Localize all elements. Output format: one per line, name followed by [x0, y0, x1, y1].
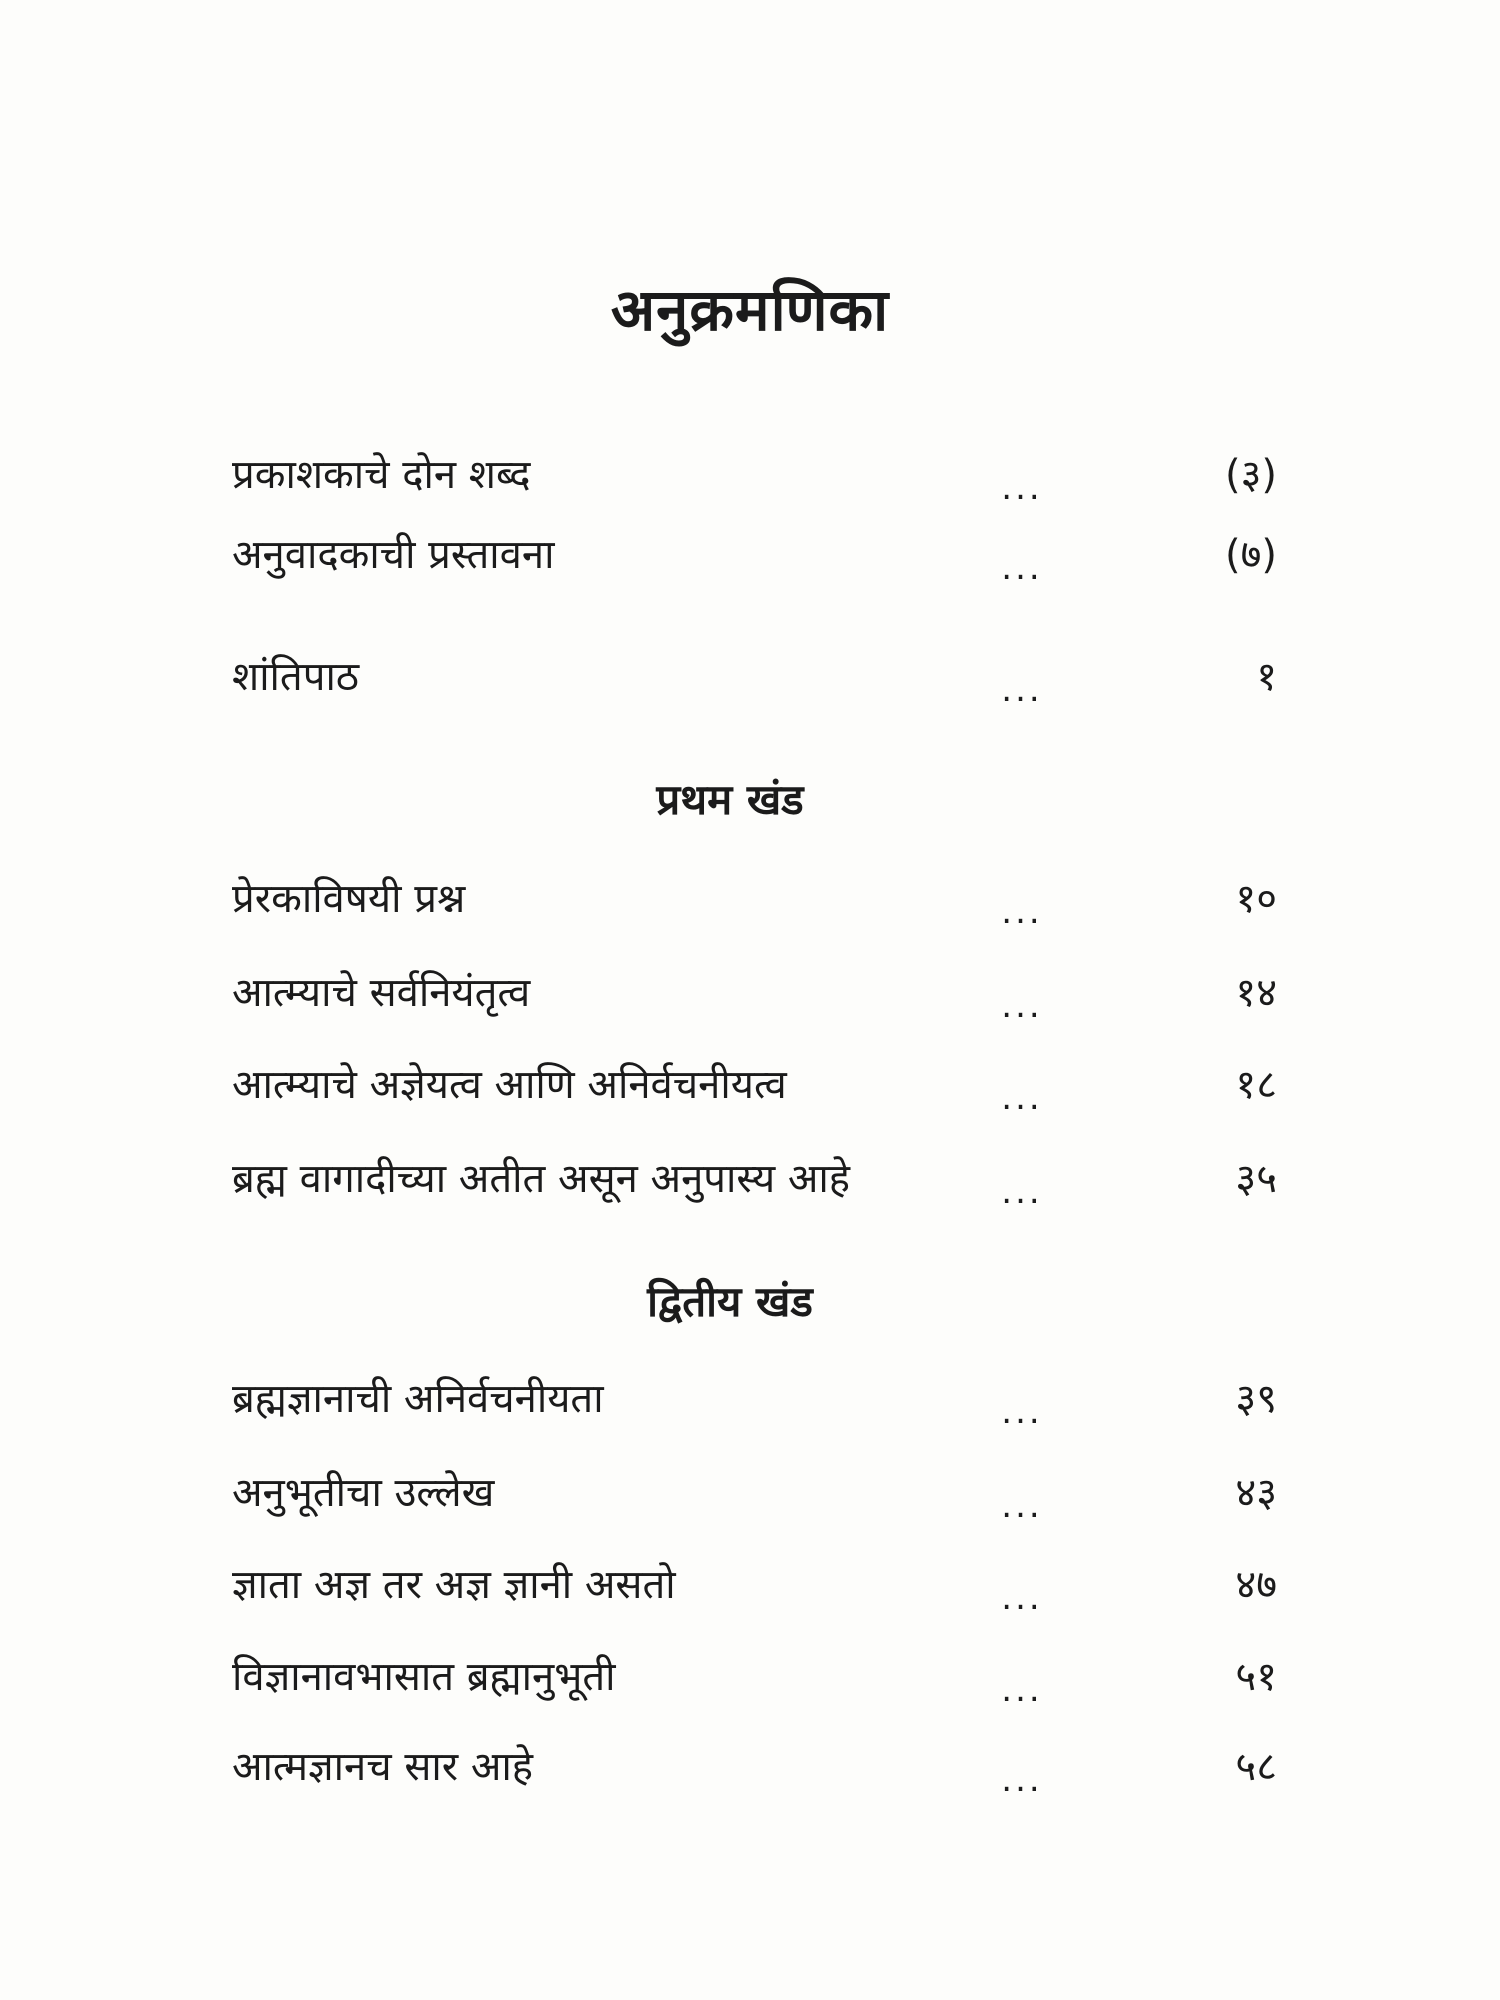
- toc-entry: [232, 862, 1277, 932]
- toc-entry-title: ज्ञाता अज्ञ तर अज्ञ ज्ञानी असतो: [232, 1562, 676, 1608]
- toc-entry-title: आत्मज्ञानच सार आहे: [232, 1744, 533, 1790]
- toc-entry-title: ब्रह्म वागादीच्या अतीत असून अनुपास्य आहे: [232, 1156, 850, 1202]
- toc-entry-page: १: [1256, 654, 1277, 700]
- toc-entry-title: अनुवादकाची प्रस्तावना: [232, 532, 555, 578]
- toc-entry-page: ५१: [1235, 1654, 1277, 1700]
- toc-entry-leader: ...: [1001, 1578, 1043, 1618]
- toc-entry-leader: ...: [1001, 1078, 1043, 1118]
- section-heading-second: द्वितीय खंड: [647, 1277, 813, 1326]
- toc-entry-page: ३५: [1235, 1156, 1277, 1202]
- toc-entry-title: आत्म्याचे सर्वनियंतृत्व: [232, 970, 531, 1016]
- page-title: अनुक्रमणिका: [610, 276, 890, 344]
- toc-entry-page: ४७: [1235, 1562, 1277, 1608]
- toc-entry-page: ३९: [1235, 1376, 1277, 1422]
- toc-entry-title: प्रकाशकाचे दोन शब्द: [232, 452, 531, 498]
- toc-entry-title: अनुभूतीचा उल्लेख: [232, 1470, 495, 1516]
- toc-entry: [232, 1048, 1277, 1118]
- toc-entry-title: ब्रह्मज्ञानाची अनिर्वचनीयता: [232, 1376, 604, 1422]
- toc-entry-title: विज्ञानावभासात ब्रह्मानुभूती: [232, 1654, 616, 1700]
- toc-entry-page: (७): [1224, 532, 1277, 578]
- toc-entry-leader: ...: [1001, 1760, 1043, 1800]
- toc-entry-leader: ...: [1001, 1172, 1043, 1212]
- toc-entry-leader: ...: [1001, 548, 1043, 588]
- toc-entry: [232, 1730, 1277, 1800]
- toc-entry: [232, 1362, 1277, 1432]
- toc-entry: [232, 518, 1277, 588]
- toc-entry-page: ५८: [1235, 1744, 1277, 1790]
- toc-entry-leader: ...: [1001, 1486, 1043, 1526]
- toc-entry-title: शांतिपाठ: [232, 654, 360, 700]
- toc-entry-title: प्रेरकाविषयी प्रश्न: [232, 876, 466, 922]
- toc-entry-leader: ...: [1001, 892, 1043, 932]
- toc-entry-page: (३): [1224, 452, 1277, 498]
- toc-entry: [232, 1548, 1277, 1618]
- toc-entry-title: आत्म्याचे अज्ञेयत्व आणि अनिर्वचनीयत्व: [232, 1062, 787, 1108]
- toc-entry-page: १४: [1235, 970, 1277, 1016]
- toc-entry: [232, 1456, 1277, 1526]
- toc-entry: [232, 1142, 1277, 1212]
- toc-entry-page: ४३: [1235, 1470, 1277, 1516]
- toc-entry-page: १०: [1235, 876, 1277, 922]
- toc-entry-leader: ...: [1001, 468, 1043, 508]
- toc-entry-leader: ...: [1001, 1670, 1043, 1710]
- toc-entry: [232, 640, 1277, 710]
- toc-entry: [232, 438, 1277, 508]
- toc-entry-leader: ...: [1001, 986, 1043, 1026]
- toc-entry-leader: ...: [1001, 670, 1043, 710]
- toc-entry: [232, 1640, 1277, 1710]
- section-heading-first: प्रथम खंड: [656, 775, 804, 824]
- toc-entry: [232, 956, 1277, 1026]
- toc-entry-page: १८: [1235, 1062, 1277, 1108]
- toc-entry-leader: ...: [1001, 1392, 1043, 1432]
